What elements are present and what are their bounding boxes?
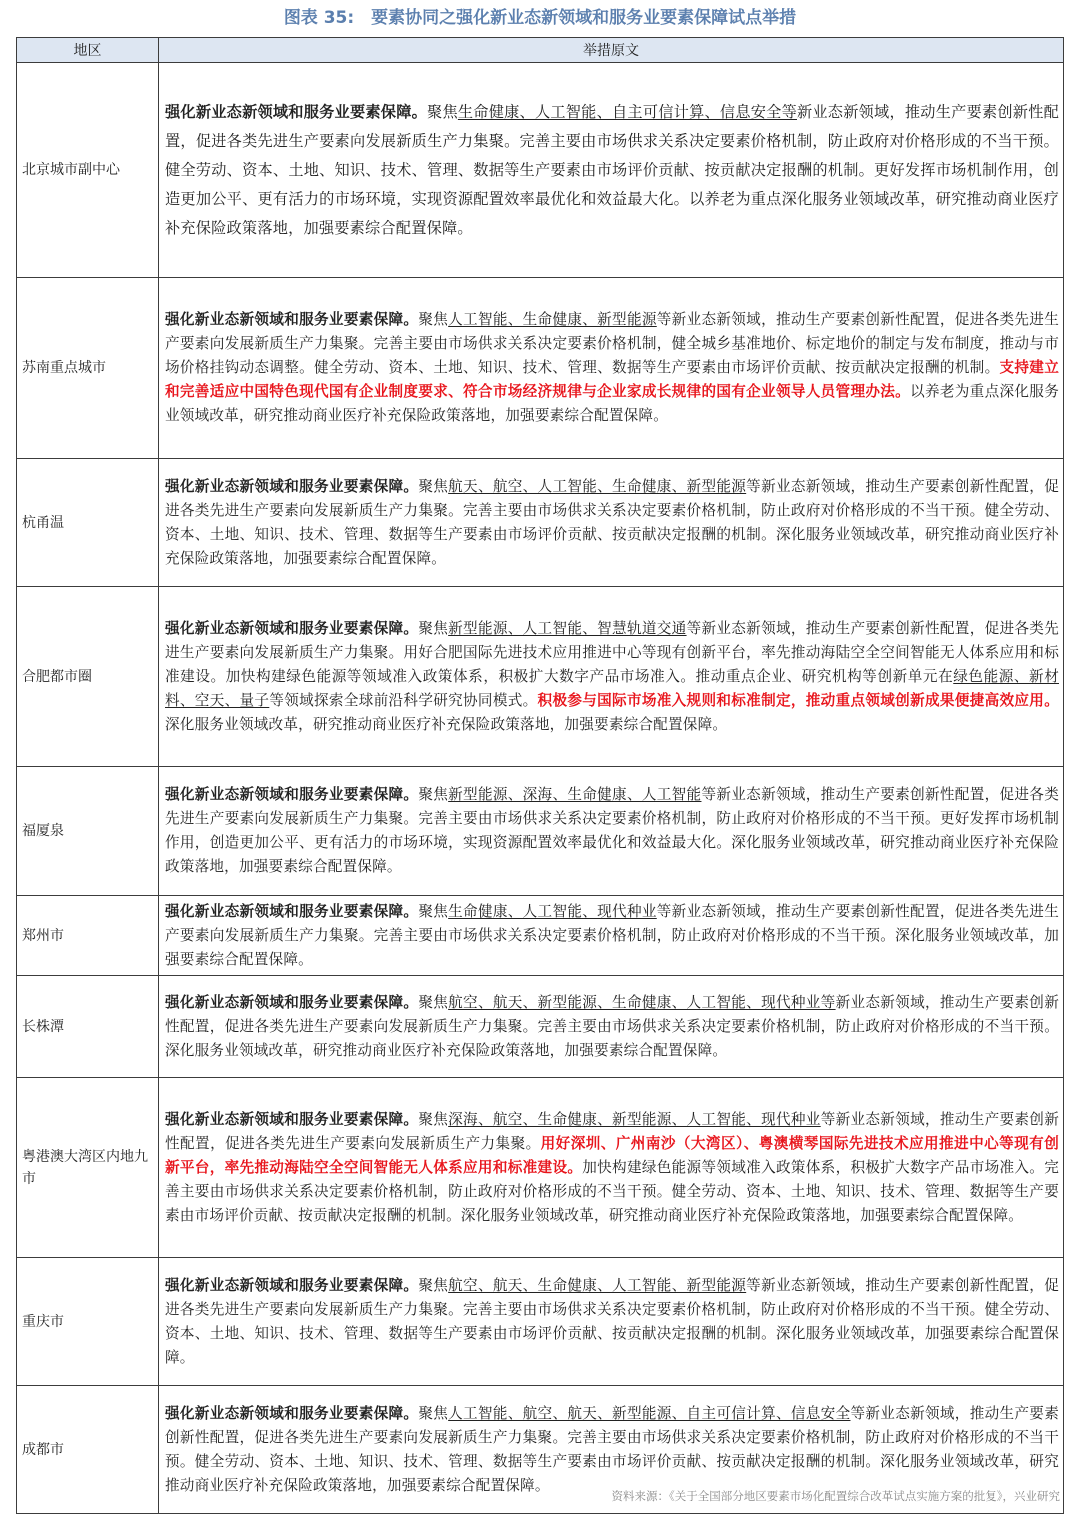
lead-text: 强化新业态新领域和服务业要素保障。 (165, 477, 419, 495)
body-text: 等新业态新领域，推动生产要素创新性配置，促进各类先进生产要素向发展新质生产力集聚。用好合肥国际先进技术应用推进中心等现有创新平台，率先推动海陆空全空间智能无人体系应用和标准建设。加快构建绿色能源等领域准入政策体系，积极扩大数字产品市场准入。推动重点企业、研究机构等创新单元在 (165, 619, 1059, 685)
measure-cell (159, 767, 1064, 896)
measure-cell (159, 976, 1064, 1078)
underlined-text: 生命健康、人工智能、自主可信计算、信息安全等 (457, 102, 797, 121)
highlight-text: 积极参与国际市场准入规则和标准制定，推动重点领域创新成果便捷高效应用。 (537, 691, 1059, 709)
underlined-text: 绿色能源、新材料、空天、量子 (165, 667, 1059, 709)
region-cell: 重庆市 (17, 1258, 159, 1386)
highlight-text: 支持建立和完善适应中国特色现代国有企业制度要求、符合市场经济规律与企业家成长规律的国有企业领导人员管理办法。 (165, 359, 1059, 400)
table-row (17, 1078, 1064, 1258)
body-text: 聚焦 (427, 102, 458, 121)
lead-text: 强化新业态新领域和服务业要素保障。 (165, 1404, 419, 1422)
body-text: 聚焦 (418, 1110, 449, 1128)
body-text: 等新业态新领域，推动生产要素创新性配置，促进各类先进生产要素向发展新质生产力集聚。完善主要由市场供求关系决定要素价格机制，防止政府对价格形成的不当干预。健全劳动、资本、土地、知识、技术、管理、数据等生产要素由市场评价贡献、按贡献决定报酬的机制。深化服务业领域改革，加强要素综合配置保障。 (165, 1276, 1059, 1366)
region-cell: 合肥都市圈 (17, 587, 159, 767)
underlined-text: 航空、航天、生命健康、人工智能、新型能源 (448, 1276, 747, 1294)
lead-text: 强化新业态新领域和服务业要素保障。 (165, 1276, 419, 1294)
body-text: 聚焦 (418, 1276, 449, 1294)
highlight-text: 用好深圳、广州南沙（大湾区）、粤澳横琴国际先进技术应用推进中心等现有创新平台，率先推动海陆空全空间智能无人体系应用和标准建设。 (165, 1134, 1059, 1176)
region-cell: 苏南重点城市 (17, 278, 159, 459)
region-cell: 长株潭 (17, 976, 159, 1078)
region-cell: 福厦泉 (17, 767, 159, 896)
lead-text: 强化新业态新领域和服务业要素保障。 (165, 993, 419, 1011)
body-text: 聚焦 (418, 902, 449, 920)
region-cell: 杭甬温 (17, 459, 159, 587)
header-measures: 举措原文 (159, 38, 1064, 63)
source-note: 资料来源：《关于全国部分地区要素市场化配置综合改革试点实施方案的批复》，兴业研究 (611, 1489, 1060, 1503)
measure-cell (159, 459, 1064, 587)
underlined-text: 深海、航空、生命健康、新型能源、人工智能、现代种业 (448, 1110, 821, 1128)
table-row (17, 1258, 1064, 1386)
body-text: 聚焦 (418, 311, 449, 328)
body-text: 以养老为重点深化服务业领域改革，研究推动商业医疗补充保险政策落地，加强要素综合配置保障。 (165, 383, 1059, 424)
body-text: 等新业态新领域，推动生产要素创新性配置，促进各类先进生产要素向发展新质生产力集聚。 (165, 1110, 1060, 1152)
body-text: 聚焦 (418, 786, 449, 803)
lead-text: 强化新业态新领域和服务业要素保障。 (165, 619, 419, 637)
body-text: 深化服务业领域改革，研究推动商业医疗补充保险政策落地，加强要素综合配置保障。 (165, 715, 728, 733)
measures-table (16, 37, 1064, 1514)
region-cell: 郑州市 (17, 896, 159, 976)
measure-cell (159, 63, 1064, 278)
region-cell: 粤港澳大湾区内地九市 (17, 1078, 159, 1258)
underlined-text: 人工智能、航空、航天、新型能源、自主可信计算、信息安全 (448, 1404, 851, 1422)
measure-cell (159, 278, 1064, 459)
header-region: 地区 (17, 38, 159, 63)
body-text: 等领域探索全球前沿科学研究协同模式。 (269, 691, 538, 709)
table-header-row (17, 38, 1064, 63)
underlined-text: 航天、航空、人工智能、生命健康、新型能源 (448, 477, 747, 495)
body-text: 聚焦 (418, 993, 449, 1011)
table-row (17, 278, 1064, 459)
body-text: 新业态新领域，推动生产要素创新性配置，促进各类先进生产要素向发展新质生产力集聚。完善主要由市场供求关系决定要素价格机制，防止政府对价格形成的不当干预。健全劳动、资本、土地、知识、技术、管理、数据等生产要素由市场评价贡献、按贡献决定报酬的机制。更好发挥市场机制作用，创造更加公平、更有活力的市场环境，实现资源配置效率最优化和效益最大化。以养老为重点深化服务业领域改革，研究推动商业医疗补充保险政策落地，加强要素综合配置保障。 (165, 102, 1059, 237)
measure-cell (159, 587, 1064, 767)
body-text: 等新业态新领域，推动生产要素创新性配置，促进各类先进生产要素向发展新质生产力集聚。完善主要由市场供求关系决定要素价格机制，防止政府对价格形成的不当干预。更好发挥市场机制作用，创造更加公平、更有活力的市场环境，实现资源配置效率最优化和效益最大化。深化服务业领域改革，研究推动商业医疗补充保险政策落地，加强要素综合配置保障。 (165, 786, 1059, 875)
table-row (17, 587, 1064, 767)
underlined-text: 人工智能、生命健康、新型能源 (448, 311, 657, 328)
lead-text: 强化新业态新领域和服务业要素保障。 (165, 311, 419, 328)
lead-text: 强化新业态新领域和服务业要素保障。 (165, 786, 419, 803)
table-row (17, 896, 1064, 976)
body-text: 加快构建绿色能源等领域准入政策体系，积极扩大数字产品市场准入。完善主要由市场供求关系决定要素价格机制，防止政府对价格形成的不当干预。健全劳动、资本、土地、知识、技术、管理、数据等生产要素由市场评价贡献、按贡献决定报酬的机制。深化服务业领域改革，研究推动商业医疗补充保险政策落地，加强要素综合配置保障。 (165, 1158, 1059, 1224)
body-text: 聚焦 (418, 619, 449, 637)
measure-cell (159, 1078, 1064, 1258)
table-row (17, 767, 1064, 896)
table-row (17, 63, 1064, 278)
body-text: 等新业态新领域，推动生产要素创新性配置，促进各类先进生产要素向发展新质生产力集聚。完善主要由市场供求关系决定要素价格机制，健全城乡基准地价、标定地价的制定与发布制度，推动与市场价格挂钩动态调整。健全劳动、资本、土地、知识、技术、管理、数据等生产要素由市场评价贡献、按贡献决定报酬的机制。 (165, 311, 1059, 376)
body-text: 新业态新领域，推动生产要素创新性配置，促进各类先进生产要素向发展新质生产力集聚。完善主要由市场供求关系决定要素价格机制，防止政府对价格形成的不当干预。深化服务业领域改革，研究推动商业医疗补充保险政策落地，加强要素综合配置保障。 (165, 993, 1059, 1059)
figure-title: 图表 35: 要素协同之强化新业态新领域和服务业要素保障试点举措 (283, 8, 797, 28)
underlined-text: 生命健康、人工智能、现代种业 (448, 902, 657, 920)
underlined-text: 新型能源、人工智能、智慧轨道交通 (448, 619, 687, 637)
table-row (17, 976, 1064, 1078)
body-text: 聚焦 (418, 1404, 449, 1422)
measure-cell (159, 1258, 1064, 1386)
body-text: 等新业态新领域，推动生产要素创新性配置，促进各类先进生产要素向发展新质生产力集聚。完善主要由市场供求关系决定要素价格机制，防止政府对价格形成的不当干预。健全劳动、资本、土地、知识、技术、管理、数据等生产要素由市场评价贡献、按贡献决定报酬的机制。深化服务业领域改革，研究推动商业医疗补充保险政策落地，加强要素综合配置保障。 (165, 1404, 1059, 1494)
underlined-text: 航空、航天、新型能源、生命健康、人工智能、现代种业等 (448, 993, 836, 1011)
measure-cell (159, 896, 1064, 976)
lead-text: 强化新业态新领域和服务业要素保障。 (165, 1110, 419, 1128)
lead-text: 强化新业态新领域和服务业要素保障。 (165, 902, 419, 920)
underlined-text: 新型能源、深海、生命健康、人工智能 (448, 786, 702, 803)
lead-text: 强化新业态新领域和服务业要素保障。 (165, 102, 428, 121)
body-text: 等新业态新领域，推动生产要素创新性配置，促进各类先进生产要素向发展新质生产力集聚。完善主要由市场供求关系决定要素价格机制，防止政府对价格形成的不当干预。深化服务业领域改革，加强要素综合配置保障。 (165, 902, 1059, 968)
table-row (17, 459, 1064, 587)
region-cell: 成都市 (17, 1386, 159, 1514)
body-text: 聚焦 (418, 477, 449, 495)
region-cell: 北京城市副中心 (17, 63, 159, 278)
body-text: 等新业态新领域，推动生产要素创新性配置，促进各类先进生产要素向发展新质生产力集聚。完善主要由市场供求关系决定要素价格机制，防止政府对价格形成的不当干预。健全劳动、资本、土地、知识、技术、管理、数据等生产要素由市场评价贡献、按贡献决定报酬的机制。深化服务业领域改革，研究推动商业医疗补充保险政策落地，加强要素综合配置保障。 (165, 477, 1059, 567)
